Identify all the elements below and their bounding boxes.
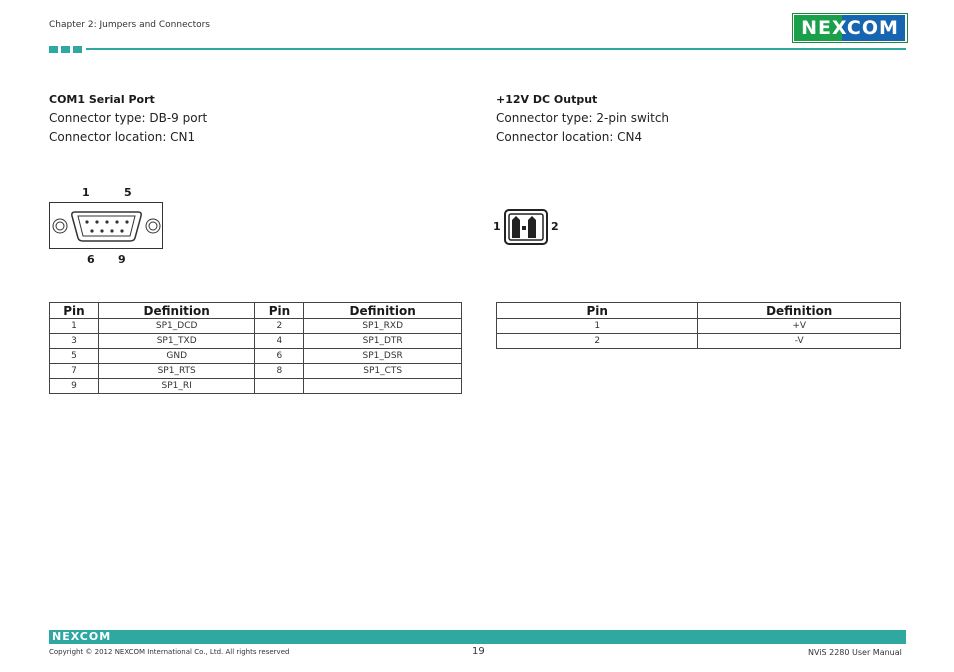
dc12-title: +12V DC Output <box>496 93 598 106</box>
header-square-3 <box>73 46 82 53</box>
table-cell: 1 <box>497 319 698 334</box>
dc12-type: Connector type: 2-pin switch <box>496 111 670 125</box>
table-cell: GND <box>98 349 255 364</box>
table-cell: SP1_RI <box>98 379 255 394</box>
com1-pin-table <box>49 302 462 394</box>
table-cell: 5 <box>50 349 99 364</box>
cn4-label-1: 1 <box>493 220 501 233</box>
db9-label-5: 5 <box>124 186 132 199</box>
table-row <box>50 349 462 364</box>
footer-logo: NEXCOM <box>52 630 112 643</box>
header-square-1 <box>49 46 58 53</box>
table-cell: 8 <box>255 364 304 379</box>
column-header: Definition <box>98 303 255 319</box>
table-cell: SP1_TXD <box>98 334 255 349</box>
table-cell: 1 <box>50 319 99 334</box>
column-header: Pin <box>497 303 698 319</box>
two-pin-connector-icon <box>504 209 548 245</box>
db9-label-6: 6 <box>87 253 95 266</box>
table-header-row <box>497 303 901 319</box>
header-rule <box>86 48 906 50</box>
column-header: Pin <box>255 303 304 319</box>
table-cell: SP1_CTS <box>304 364 462 379</box>
table-cell: SP1_RTS <box>98 364 255 379</box>
table-cell: 6 <box>255 349 304 364</box>
dc12-location: Connector location: CN4 <box>496 130 643 144</box>
table-cell: 9 <box>50 379 99 394</box>
footer-bar <box>49 630 906 644</box>
manual-title: NViS 2280 User Manual <box>808 648 902 657</box>
table-row <box>50 334 462 349</box>
com1-title: COM1 Serial Port <box>49 93 155 106</box>
table-cell: SP1_DSR <box>304 349 462 364</box>
table-row <box>50 364 462 379</box>
cn4-label-2: 2 <box>551 220 559 233</box>
footer-copyright: Copyright © 2012 NEXCOM International Co., Ltd. All rights reserved <box>49 648 290 656</box>
table-cell: 4 <box>255 334 304 349</box>
column-header: Pin <box>50 303 99 319</box>
db9-label-9: 9 <box>118 253 126 266</box>
table-cell <box>304 379 462 394</box>
com1-location: Connector location: CN1 <box>49 130 196 144</box>
table-cell: 2 <box>497 334 698 349</box>
com1-type: Connector type: DB-9 port <box>49 111 208 125</box>
table-cell: SP1_DCD <box>98 319 255 334</box>
table-cell <box>255 379 304 394</box>
table-cell: SP1_RXD <box>304 319 462 334</box>
db9-connector-icon <box>49 202 164 250</box>
column-header: Definition <box>698 303 901 319</box>
table-row <box>50 319 462 334</box>
db9-label-1: 1 <box>82 186 90 199</box>
table-row <box>497 334 901 349</box>
table-cell: 7 <box>50 364 99 379</box>
page-number: 19 <box>472 646 485 657</box>
table-cell: +V <box>698 319 901 334</box>
table-cell: 2 <box>255 319 304 334</box>
table-header-row <box>50 303 462 319</box>
nexcom-logo: NEXCOM <box>792 13 908 43</box>
dc12-pin-table <box>496 302 901 349</box>
table-row <box>50 379 462 394</box>
header-square-2 <box>61 46 70 53</box>
table-cell: SP1_DTR <box>304 334 462 349</box>
table-cell: -V <box>698 334 901 349</box>
column-header: Definition <box>304 303 462 319</box>
table-cell: 3 <box>50 334 99 349</box>
chapter-title: Chapter 2: Jumpers and Connectors <box>49 20 210 30</box>
table-row <box>497 319 901 334</box>
